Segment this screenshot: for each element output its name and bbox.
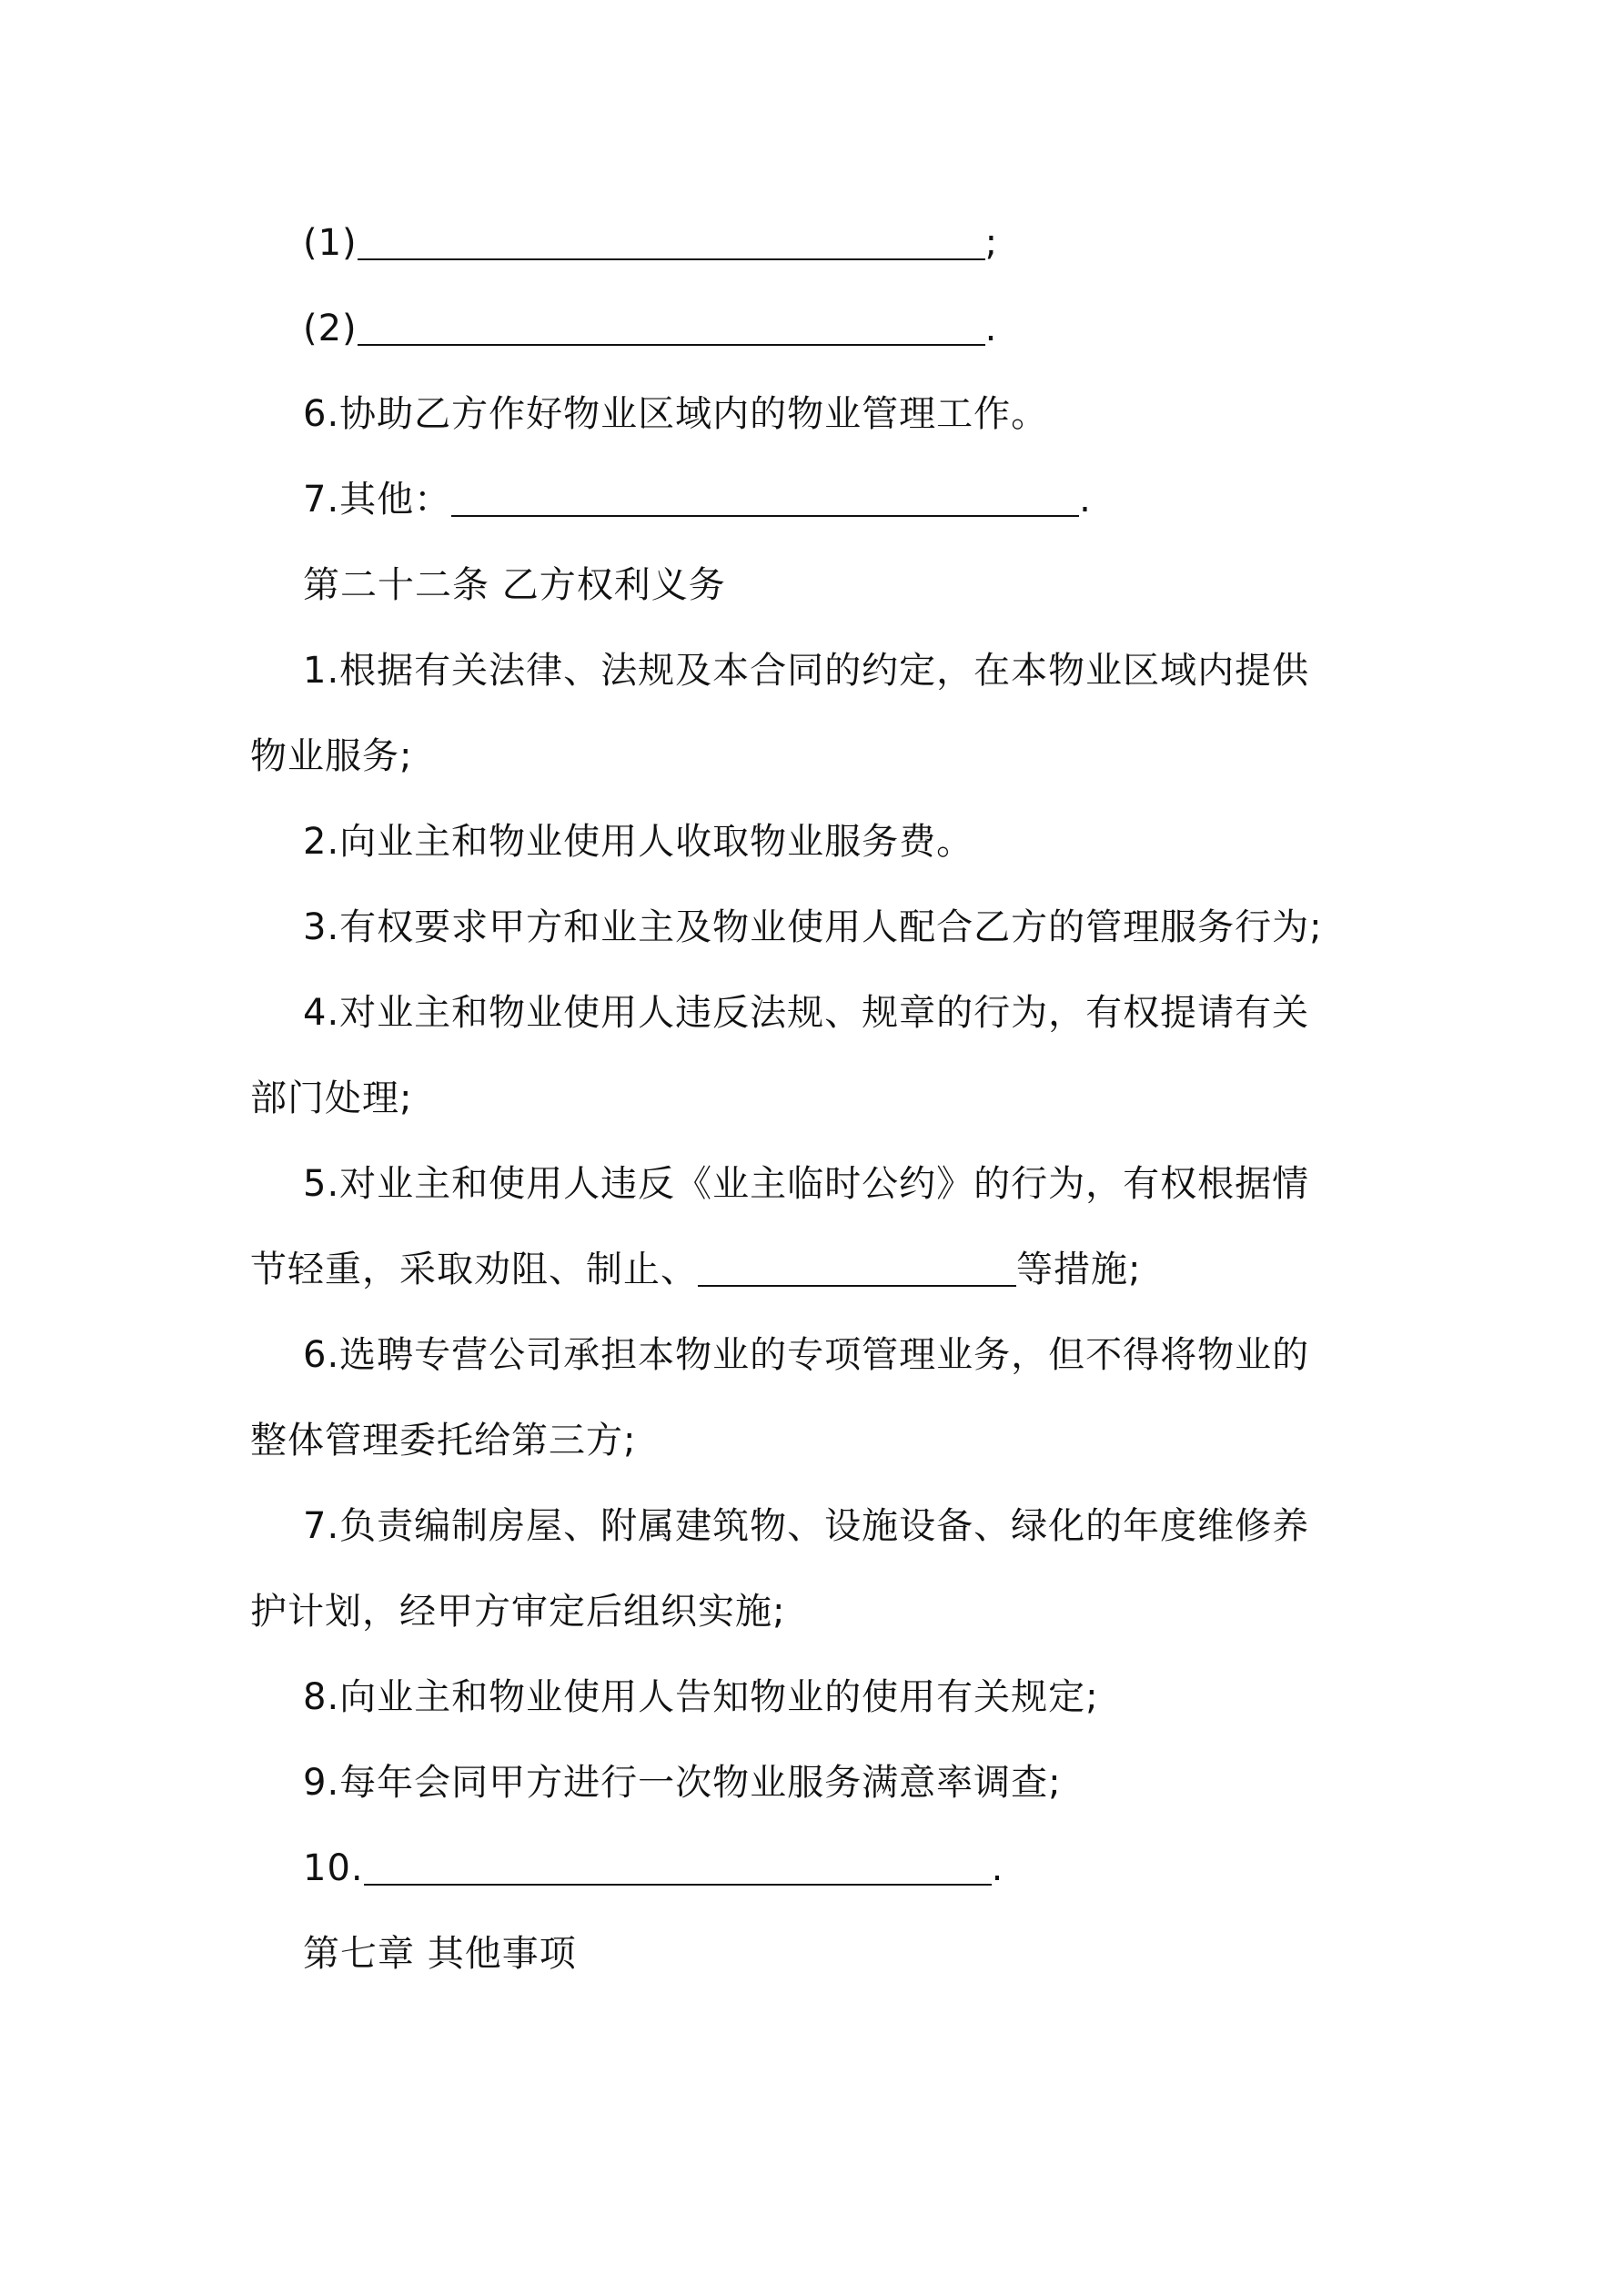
item-number: (1) <box>303 222 358 264</box>
paragraph-line: 9.每年会同甲方进行一次物业服务满意率调查; <box>303 1762 1062 1804</box>
paragraph-line: 整体管理委托给第三方; <box>250 1420 637 1462</box>
paragraph-line: 物业服务; <box>250 735 413 777</box>
punctuation: . <box>991 1847 1004 1889</box>
clause-item-10-line <box>303 1846 1004 1891</box>
paragraph-line: 8.向业主和物业使用人告知物业的使用有关规定; <box>303 1676 1099 1718</box>
fill-in-blank <box>358 308 985 346</box>
paragraph-line: 护计划，经甲方审定后组织实施; <box>250 1591 786 1633</box>
fill-in-blank <box>698 1249 1016 1287</box>
punctuation: . <box>1079 479 1092 521</box>
paragraph-line: 3.有权要求甲方和业主及物业使用人配合乙方的管理服务行为; <box>303 906 1323 948</box>
fill-in-blank <box>358 222 985 260</box>
clause-other-line <box>303 477 1092 522</box>
item-label: 7.其他： <box>303 479 452 521</box>
clause-item-1-line <box>303 220 998 266</box>
article-heading: 第二十二条 乙方权利义务 <box>303 564 726 606</box>
line-text-end: 等措施; <box>1016 1249 1142 1290</box>
paragraph-line: 5.对业主和使用人违反《业主临时公约》的行为，有权根据情 <box>303 1163 1310 1205</box>
line-text: 节轻重，采取劝阻、制止、 <box>250 1249 698 1290</box>
punctuation: ; <box>984 222 999 264</box>
item-number: 10. <box>303 1847 364 1889</box>
paragraph-line: 2.向业主和物业使用人收取物业服务费。 <box>303 821 974 863</box>
paragraph-line: 6.协助乙方作好物业区域内的物业管理工作。 <box>303 393 1049 435</box>
fill-in-blank <box>451 479 1079 517</box>
clause-item-2-line <box>303 306 997 351</box>
paragraph-line-with-blank <box>250 1247 1141 1292</box>
punctuation: . <box>984 308 998 349</box>
chapter-heading: 第七章 其他事项 <box>303 1933 577 1975</box>
fill-in-blank <box>364 1847 992 1886</box>
paragraph-line: 4.对业主和物业使用人违反法规、规章的行为，有权提请有关 <box>303 992 1310 1034</box>
paragraph-line: 1.根据有关法律、法规及本合同的约定，在本物业区域内提供 <box>303 650 1310 692</box>
item-number: (2) <box>303 308 358 349</box>
paragraph-line: 部门处理; <box>250 1077 413 1119</box>
paragraph-line: 6.选聘专营公司承担本物业的专项管理业务，但不得将物业的 <box>303 1334 1310 1376</box>
paragraph-line: 7.负责编制房屋、附属建筑物、设施设备、绿化的年度维修养 <box>303 1505 1310 1547</box>
